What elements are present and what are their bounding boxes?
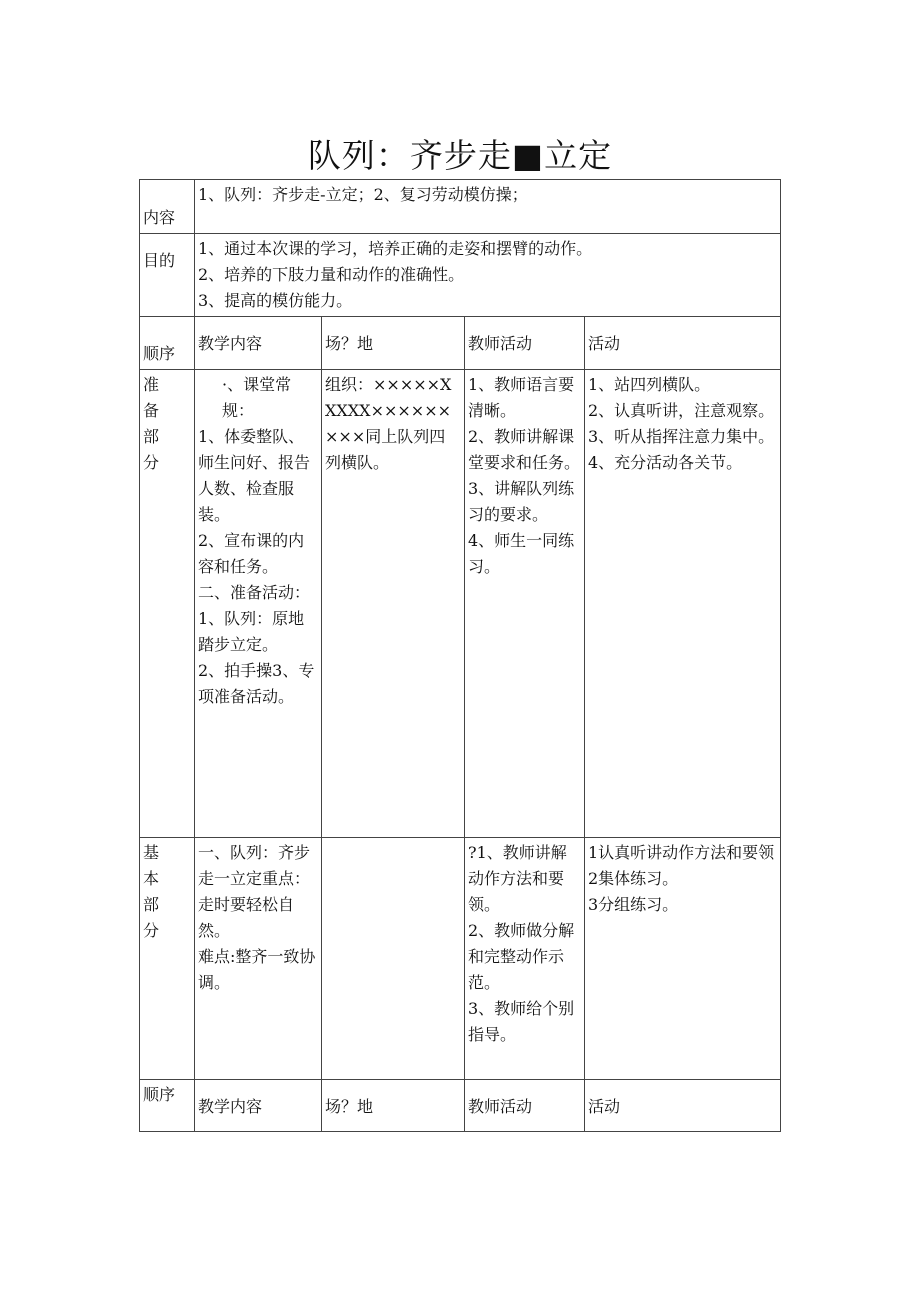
footer-cell-order bbox=[140, 1080, 195, 1132]
basic-row bbox=[140, 838, 781, 1080]
header-student: 活动 bbox=[588, 334, 621, 353]
prep-teacher-cell bbox=[465, 370, 585, 838]
footer-header-row bbox=[140, 1080, 781, 1132]
goal-label: 目的 bbox=[143, 251, 176, 270]
basic-teacher-line: 2、教师做分解和完整动作示范。 bbox=[468, 921, 575, 992]
header-cell-teacher bbox=[465, 317, 585, 370]
content-text-cell bbox=[195, 180, 781, 234]
prep-field: 组织：×××××XXXXX×××××××××同上队列四列横队。 bbox=[325, 375, 452, 472]
footer-teacher: 教师活动 bbox=[468, 1097, 533, 1116]
header-cell-field bbox=[322, 317, 465, 370]
prep-row bbox=[140, 370, 781, 838]
basic-student-line: 2集体练习。 bbox=[588, 869, 679, 888]
prep-content-line: 2、宣布课的内容和任务。 bbox=[198, 531, 305, 576]
footer-student: 活动 bbox=[588, 1097, 621, 1116]
header-teacher: 教师活动 bbox=[468, 334, 533, 353]
header-cell-student bbox=[585, 317, 781, 370]
prep-label: 准备部分 bbox=[143, 375, 160, 472]
content-text: 1、队列：齐步走-立定；2、复习劳动模仿操； bbox=[198, 185, 528, 204]
prep-teacher-line: 4、师生一同练习。 bbox=[468, 531, 575, 576]
basic-label: 基本部分 bbox=[143, 843, 160, 940]
basic-field-cell bbox=[322, 838, 465, 1080]
prep-student-cell bbox=[585, 370, 781, 838]
prep-content-cell bbox=[195, 370, 322, 838]
footer-field: 场？地 bbox=[325, 1097, 374, 1116]
header-row bbox=[140, 317, 781, 370]
basic-teacher-line: 3、教师给个别指导。 bbox=[468, 999, 575, 1044]
footer-cell-content bbox=[195, 1080, 322, 1132]
goal-line: 1、通过本次课的学习，培养正确的走姿和摆臂的动作。 bbox=[198, 239, 593, 258]
basic-student-line: 3分组练习。 bbox=[588, 895, 679, 914]
prep-content-line: 1、体委整队、师生问好、报告人数、检查服装。 bbox=[198, 427, 311, 524]
prep-content-line: 2、拍手操3、专项准备活动。 bbox=[198, 661, 315, 706]
goal-row bbox=[140, 234, 781, 317]
goal-lines-cell bbox=[195, 234, 781, 317]
prep-label-cell bbox=[140, 370, 195, 838]
basic-content-line: 一、队列：齐步走一立定重点：走时要轻松自然。 bbox=[198, 843, 311, 940]
prep-teacher-line: 3、讲解队列练习的要求。 bbox=[468, 479, 575, 524]
header-content: 教学内容 bbox=[198, 334, 263, 353]
prep-teacher-line: 1、教师语言要清晰。 bbox=[468, 375, 575, 420]
prep-student-line: 3、听从指挥注意力集中。 bbox=[588, 427, 775, 446]
lesson-plan-table bbox=[139, 179, 781, 1132]
footer-order: 顺序 bbox=[143, 1085, 176, 1104]
footer-cell-teacher bbox=[465, 1080, 585, 1132]
prep-student-line: 1、站四列横队。 bbox=[588, 375, 711, 394]
footer-cell-field bbox=[322, 1080, 465, 1132]
header-order: 顺序 bbox=[143, 344, 176, 363]
content-label: 内容 bbox=[143, 208, 176, 227]
goal-line: 3、提高的模仿能力。 bbox=[198, 291, 353, 310]
basic-label-cell bbox=[140, 838, 195, 1080]
page-title: 队列：齐步走■立定 bbox=[307, 136, 613, 175]
goal-line: 2、培养的下肢力量和动作的准确性。 bbox=[198, 265, 465, 284]
footer-cell-student bbox=[585, 1080, 781, 1132]
basic-student-cell bbox=[585, 838, 781, 1080]
content-label-cell bbox=[140, 180, 195, 234]
basic-teacher-line: ?1、教师讲解动作方法和要领。 bbox=[468, 843, 567, 914]
prep-student-line: 2、认真听讲，注意观察。 bbox=[588, 401, 775, 420]
header-cell-content bbox=[195, 317, 322, 370]
prep-field-cell bbox=[322, 370, 465, 838]
prep-content-line: 二、准备活动： bbox=[198, 583, 311, 602]
basic-content-line: 难点:整齐一致协调。 bbox=[198, 947, 316, 992]
prep-student-line: 4、充分活动各关节。 bbox=[588, 453, 743, 472]
prep-content-line: 1、队列：原地踏步立定。 bbox=[198, 609, 305, 654]
basic-content-cell bbox=[195, 838, 322, 1080]
prep-content-line: ·、课堂常规： bbox=[222, 375, 292, 420]
prep-teacher-line: 2、教师讲解课堂要求和任务。 bbox=[468, 427, 581, 472]
footer-content: 教学内容 bbox=[198, 1097, 263, 1116]
goal-label-cell bbox=[140, 234, 195, 317]
basic-student-line: 1认真听讲动作方法和要领 bbox=[588, 843, 775, 862]
header-cell-order bbox=[140, 317, 195, 370]
basic-teacher-cell bbox=[465, 838, 585, 1080]
content-row bbox=[140, 180, 781, 234]
header-field: 场？地 bbox=[325, 334, 374, 353]
